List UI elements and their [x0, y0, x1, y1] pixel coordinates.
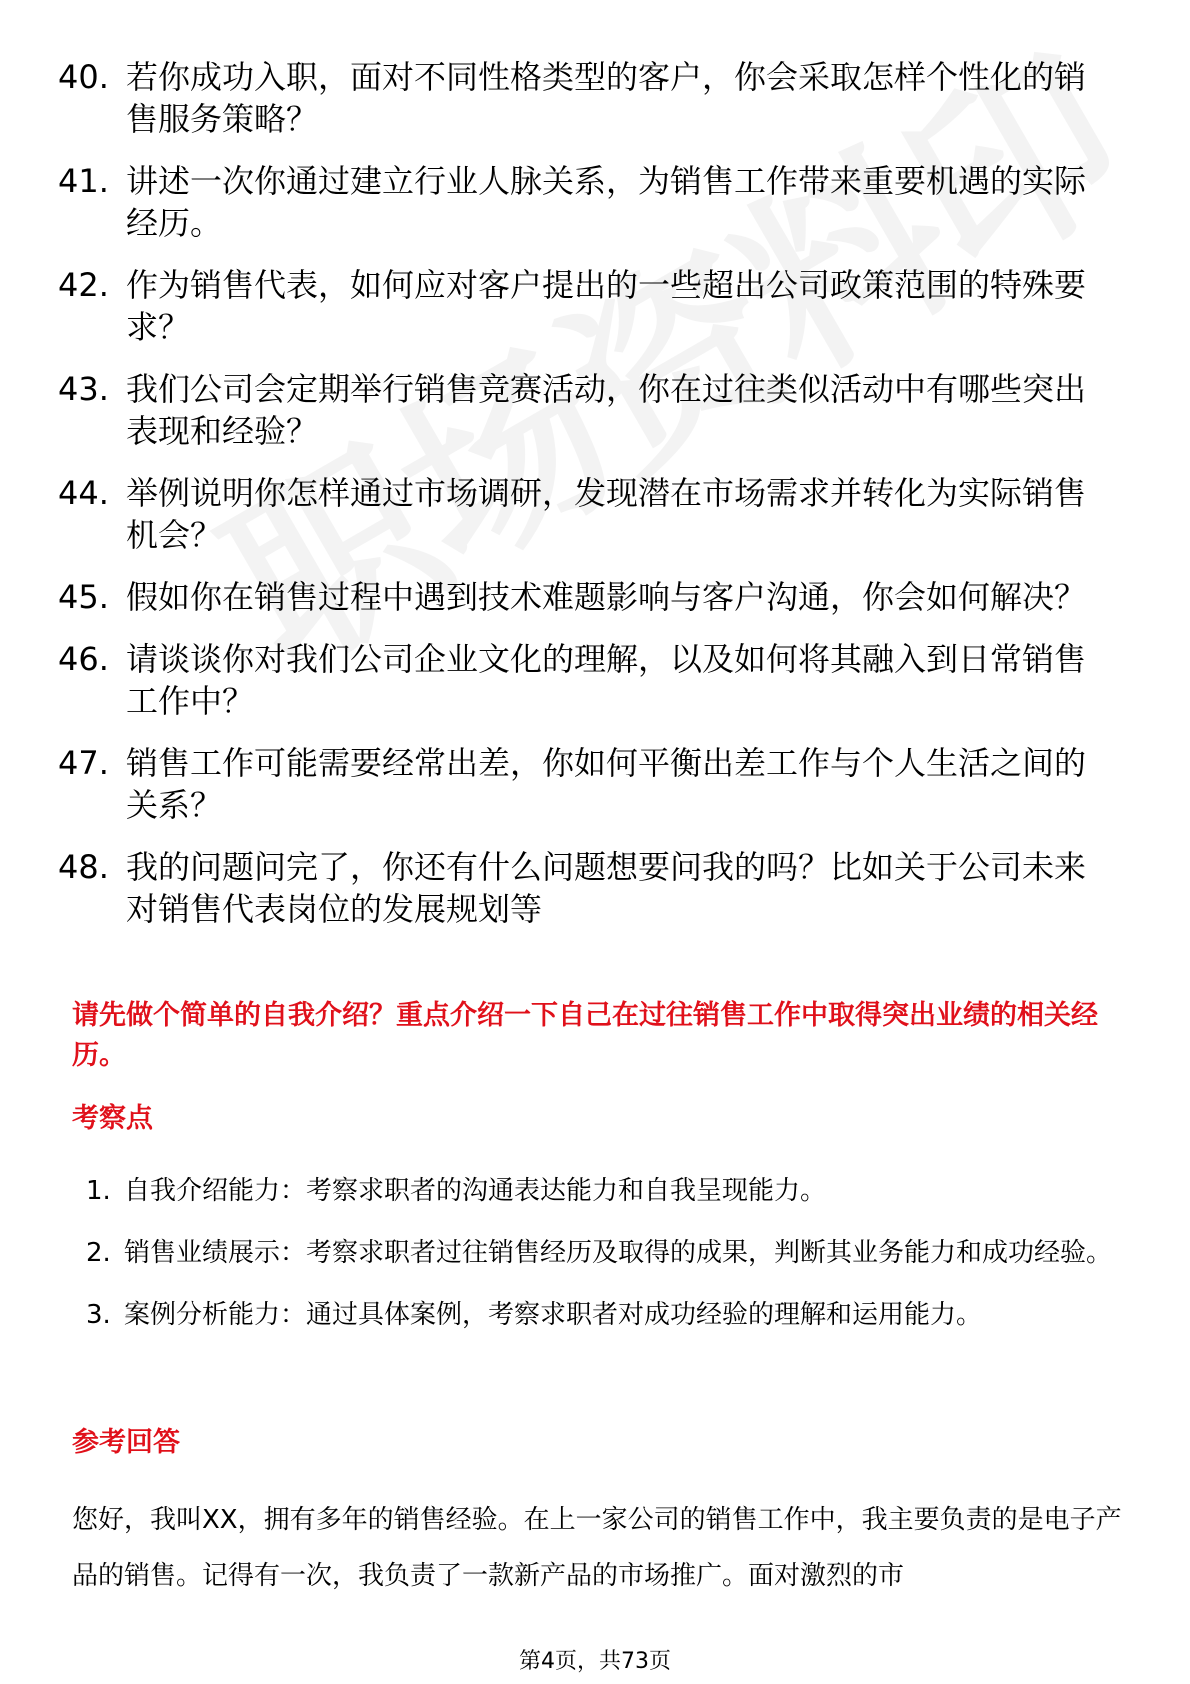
question-list — [0, 56, 1190, 950]
question-item — [0, 576, 1116, 618]
question-text: 作为销售代表，如何应对客户提出的一些超出公司政策范围的特殊要求？ — [126, 266, 1087, 346]
question-item — [0, 472, 1116, 556]
question-item — [0, 56, 1116, 140]
focus-point-text: 案例分析能力：通过具体案例，考察求职者对成功经验的理解和运用能力。 — [124, 1300, 983, 1330]
question-text: 我们公司会定期举行销售竞赛活动，你在过往类似活动中有哪些突出表现和经验？ — [126, 370, 1087, 450]
question-number: 42. — [58, 266, 109, 304]
question-item — [0, 160, 1116, 244]
question-number: 40. — [58, 58, 109, 96]
question-number: 44. — [58, 474, 109, 512]
focus-section-title: 考察点 — [72, 1103, 153, 1134]
question-text: 举例说明你怎样通过市场调研，发现潜在市场需求并转化为实际销售机会？ — [126, 474, 1087, 554]
focus-point-number: 3. — [86, 1300, 111, 1330]
focus-point-item — [0, 1164, 1114, 1218]
focus-point-list — [0, 1164, 1190, 1350]
focus-point-number: 2. — [86, 1238, 111, 1268]
question-item — [0, 368, 1116, 452]
question-text: 销售工作可能需要经常出差，你如何平衡出差工作与个人生活之间的关系？ — [126, 744, 1087, 824]
question-number: 45. — [58, 578, 109, 616]
main-question-heading: 请先做个简单的自我介绍？重点介绍一下自己在过往销售工作中取得突出业绩的相关经历。 — [72, 1000, 1098, 1071]
focus-point-text: 自我介绍能力：考察求职者的沟通表达能力和自我呈现能力。 — [124, 1176, 827, 1206]
question-text: 请谈谈你对我们公司企业文化的理解，以及如何将其融入到日常销售工作中？ — [126, 640, 1087, 720]
page-footer: 第4页，共73页 — [519, 1649, 671, 1674]
question-number: 46. — [58, 640, 109, 678]
question-text: 假如你在销售过程中遇到技术难题影响与客户沟通，你会如何解决？ — [126, 578, 1087, 616]
question-item — [0, 264, 1116, 348]
question-text: 讲述一次你通过建立行业人脉关系，为销售工作带来重要机遇的实际经历。 — [126, 162, 1087, 242]
question-item — [0, 742, 1116, 826]
focus-point-item — [0, 1288, 1114, 1342]
question-number: 41. — [58, 162, 109, 200]
answer-section-title: 参考回答 — [72, 1427, 180, 1458]
question-text: 我的问题问完了，你还有什么问题想要问我的吗？比如关于公司未来对销售代表岗位的发展规划等 — [126, 848, 1087, 928]
answer-paragraph: 您好，我叫XX，拥有多年的销售经验。在上一家公司的销售工作中，我主要负责的是电子产品的销售。记得有一次，我负责了一款新产品的市场推广。面对激烈的市 — [72, 1505, 1122, 1591]
question-number: 43. — [58, 370, 109, 408]
question-number: 47. — [58, 744, 109, 782]
focus-point-item — [0, 1226, 1114, 1280]
question-item — [0, 846, 1116, 930]
focus-point-number: 1. — [86, 1176, 111, 1206]
focus-point-text: 销售业绩展示：考察求职者过往销售经历及取得的成果，判断其业务能力和成功经验。 — [124, 1238, 1113, 1268]
question-number: 48. — [58, 848, 109, 886]
question-item — [0, 638, 1116, 722]
question-text: 若你成功入职，面对不同性格类型的客户，你会采取怎样个性化的销售服务策略？ — [126, 58, 1087, 138]
